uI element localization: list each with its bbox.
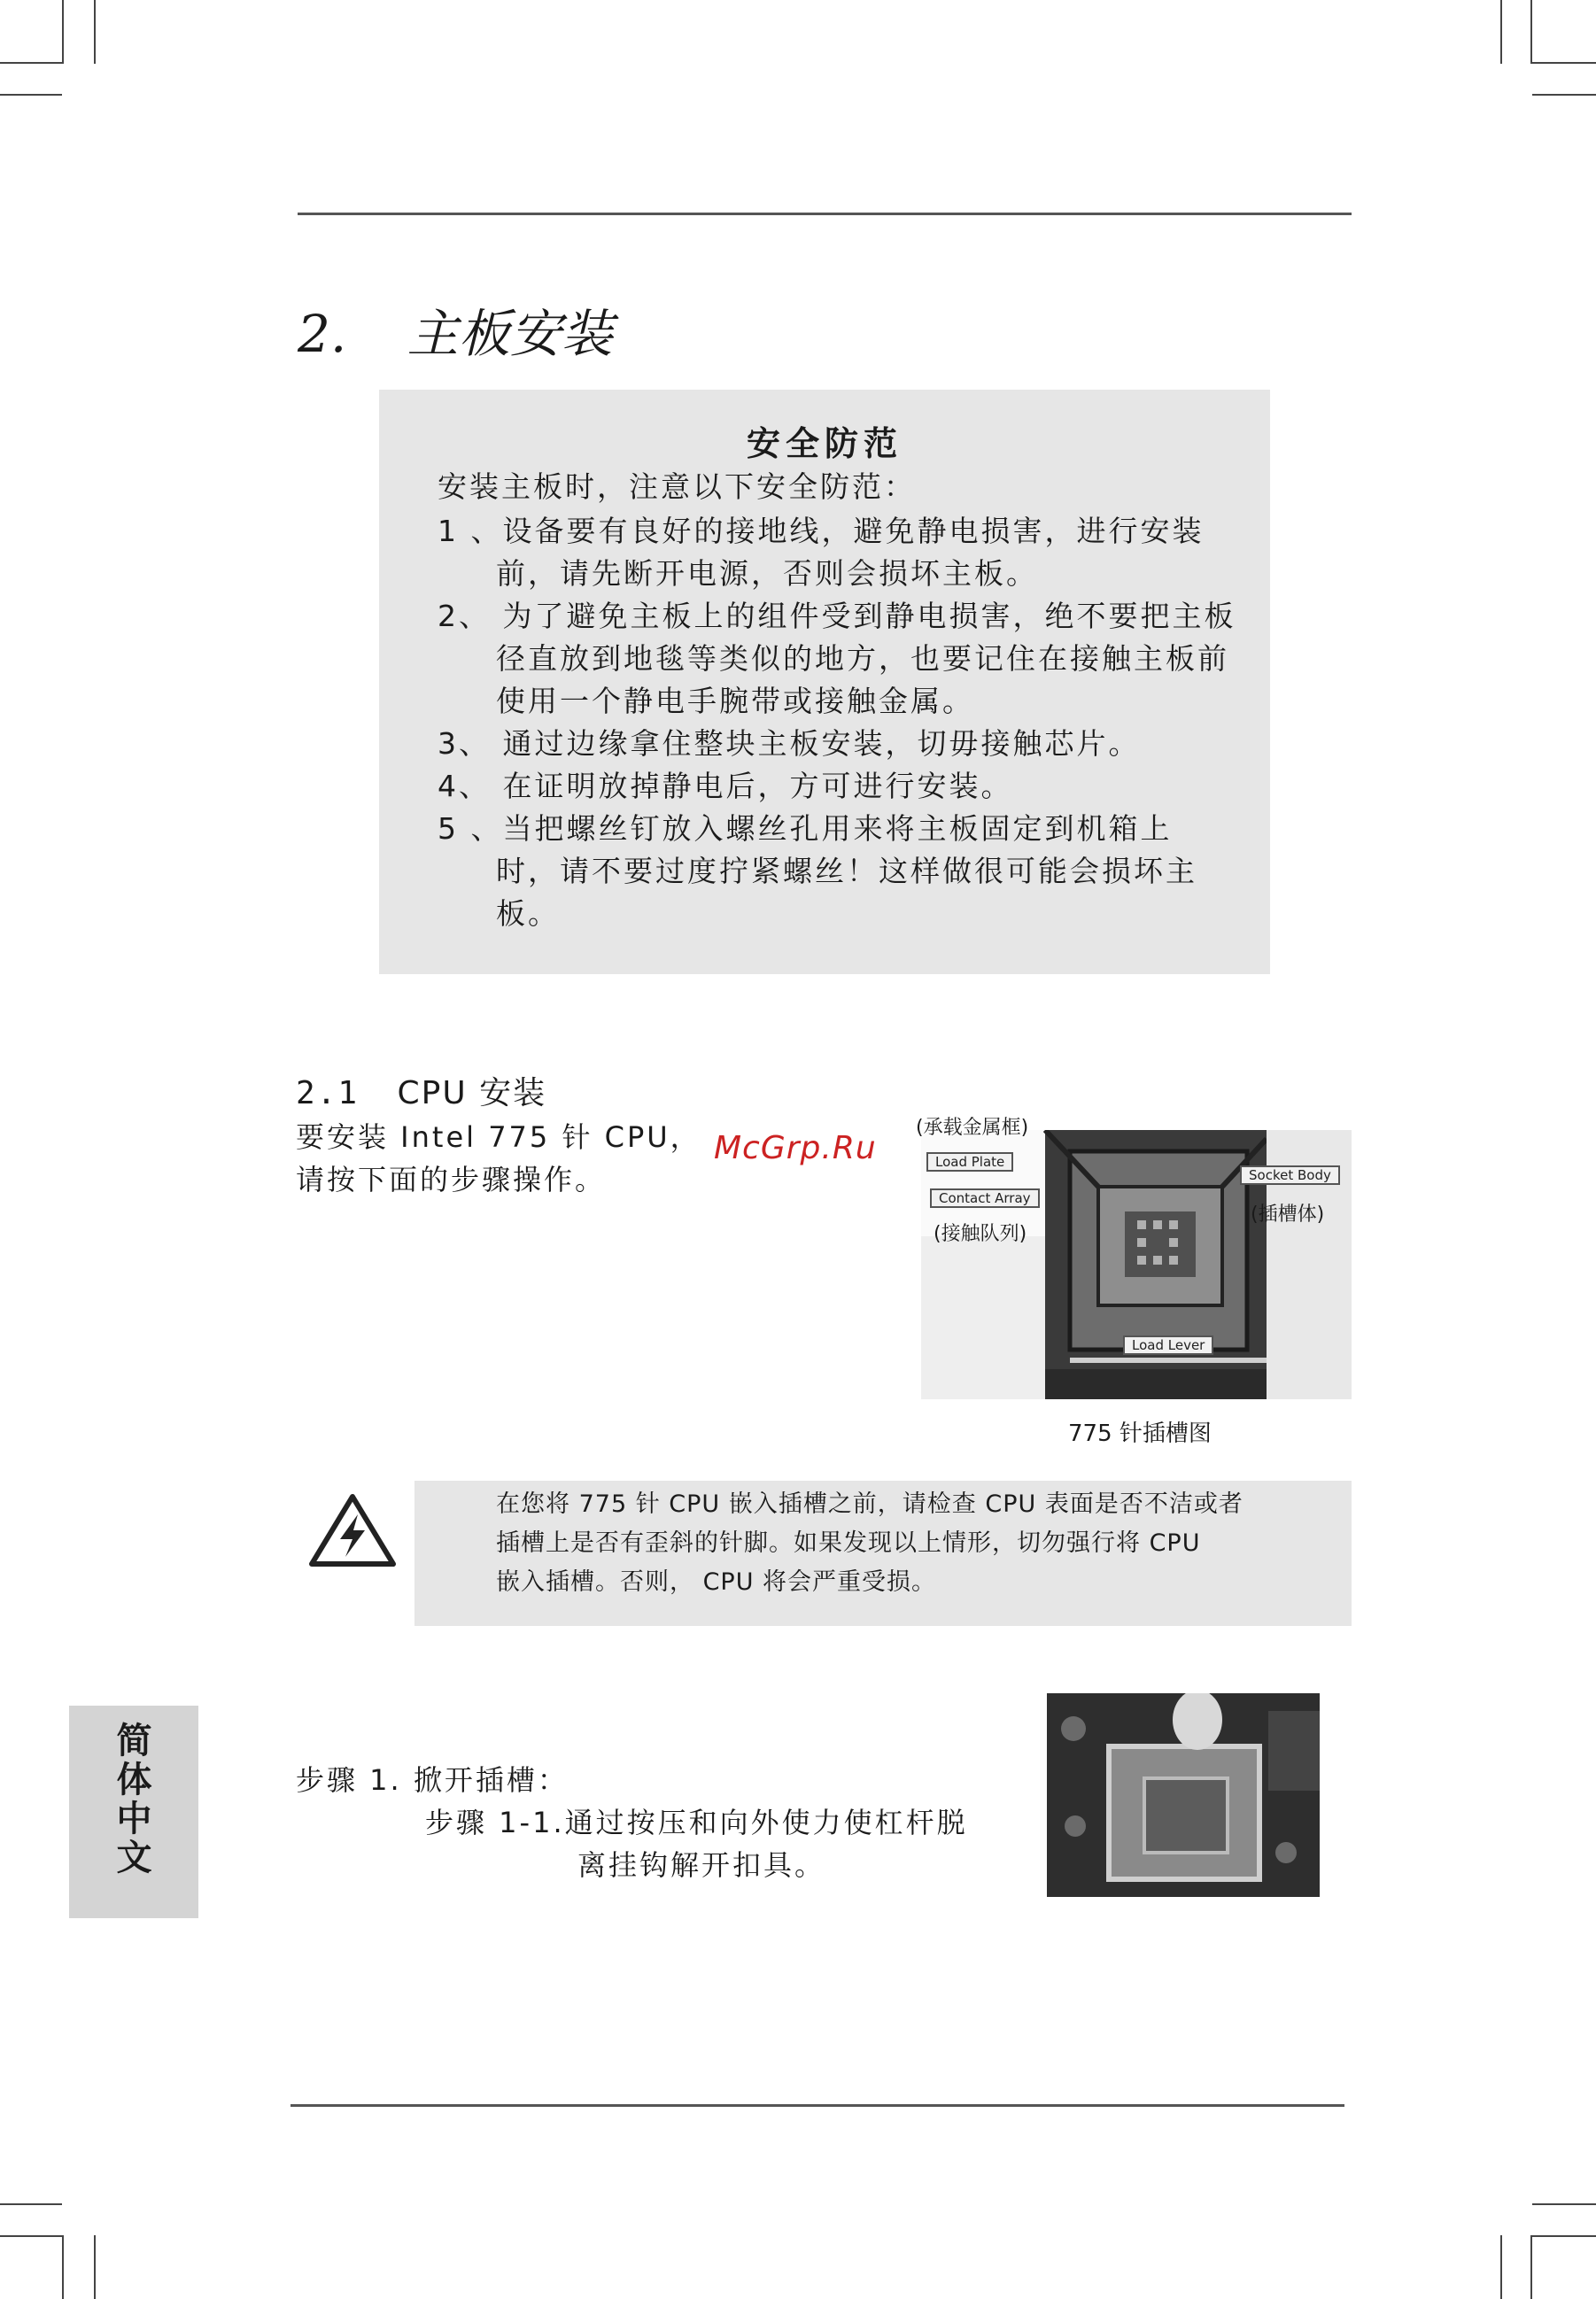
safety-item-1-line-2: 前，请先断开电源，否则会损坏主板。 (496, 556, 1038, 591)
safety-item-4-line-1: 4、 在证明放掉静电后，方可进行安装。 (438, 769, 1013, 803)
socket-figure-caption: 775 针插槽图 (1068, 1420, 1212, 1447)
crop-mark (0, 94, 62, 96)
safety-item-1-line-1: 1 、设备要有良好的接地线，避免静电损害，进行安装 (438, 514, 1205, 548)
label-socket-body-cn: (插槽体) (1251, 1204, 1325, 1226)
crop-mark (1530, 0, 1532, 64)
safety-item-2-line-2: 径直放到地毯等类似的地方，也要记住在接触主板前 (496, 641, 1229, 676)
safety-precautions-box (379, 390, 1270, 974)
chapter-heading (298, 292, 613, 367)
section-heading (296, 1068, 546, 1113)
step1-1-line-2: 离挂钩解开扣具。 (577, 1848, 826, 1882)
section-number: 2.1 (296, 1075, 360, 1111)
crop-mark (62, 2235, 64, 2299)
section-intro-line-2: 请按下面的步骤操作。 (296, 1163, 607, 1196)
language-side-tab-label: 简体中文 (111, 1722, 151, 1877)
label-contact-array: Contact Array (930, 1188, 1040, 1208)
high-voltage-warning-icon (306, 1488, 399, 1575)
warning-line-2: 插槽上是否有歪斜的针脚。如果发现以上情形，切勿强行将 CPU (496, 1529, 1201, 1557)
chapter-title: 主板安装 (407, 304, 613, 364)
safety-intro: 安装主板时，注意以下安全防范： (438, 469, 916, 504)
safety-item-2-line-1: 2、 为了避免主板上的组件受到静电损害，绝不要把主板 (438, 599, 1236, 633)
step1-label: 步骤 1. 掀开插槽： (296, 1763, 569, 1797)
safety-heading: 安全防范 (746, 424, 903, 463)
crop-mark (0, 2235, 62, 2237)
crop-mark (1532, 2203, 1596, 2205)
crop-mark (1500, 0, 1502, 64)
label-socket-body: Socket Body (1240, 1165, 1340, 1185)
section-intro-line-1: 要安装 Intel 775 针 CPU， (296, 1120, 701, 1154)
warning-line-1: 在您将 775 针 CPU 嵌入插槽之前，请检查 CPU 表面是否不洁或者 (496, 1490, 1243, 1518)
crop-mark (94, 2235, 96, 2299)
crop-mark (1530, 2235, 1532, 2299)
step1-1-line-1: 步骤 1-1.通过按压和向外使力使杠杆脱 (425, 1806, 968, 1839)
safety-item-5-line-3: 板。 (496, 896, 560, 931)
label-contact-array-cn: (接触队列) (934, 1223, 1027, 1245)
crop-mark (1500, 2235, 1502, 2299)
chapter-number: 2. (298, 304, 347, 364)
safety-item-5-line-2: 时，请不要过度拧紧螺丝！这样做很可能会损坏主 (496, 854, 1197, 888)
crop-mark (0, 62, 62, 64)
label-load-plate: Load Plate (926, 1152, 1013, 1172)
crop-mark (1532, 94, 1596, 96)
header-rule (298, 213, 1352, 215)
label-load-lever: Load Lever (1123, 1335, 1213, 1355)
crop-mark (62, 0, 64, 64)
safety-item-3-line-1: 3、 通过边缘拿住整块主板安装，切毋接触芯片。 (438, 726, 1141, 761)
warning-line-3: 嵌入插槽。否则， CPU 将会严重受损。 (496, 1568, 937, 1596)
safety-item-2-line-3: 使用一个静电手腕带或接触金属。 (496, 684, 974, 718)
crop-mark (0, 2203, 62, 2205)
watermark-logo: McGrp.Ru (714, 1130, 877, 1166)
footer-rule (291, 2104, 1344, 2107)
crop-mark (1532, 62, 1596, 64)
language-side-tab (69, 1706, 198, 1918)
section-title: CPU 安装 (397, 1075, 547, 1111)
step1-photo (1047, 1693, 1320, 1897)
crop-mark (1532, 2235, 1596, 2237)
safety-item-5-line-1: 5 、当把螺丝钉放入螺丝孔用来将主板固定到机箱上 (438, 811, 1173, 846)
warning-box (414, 1481, 1352, 1626)
label-load-plate-cn: (承载金属框) (916, 1117, 1029, 1139)
crop-mark (94, 0, 96, 64)
